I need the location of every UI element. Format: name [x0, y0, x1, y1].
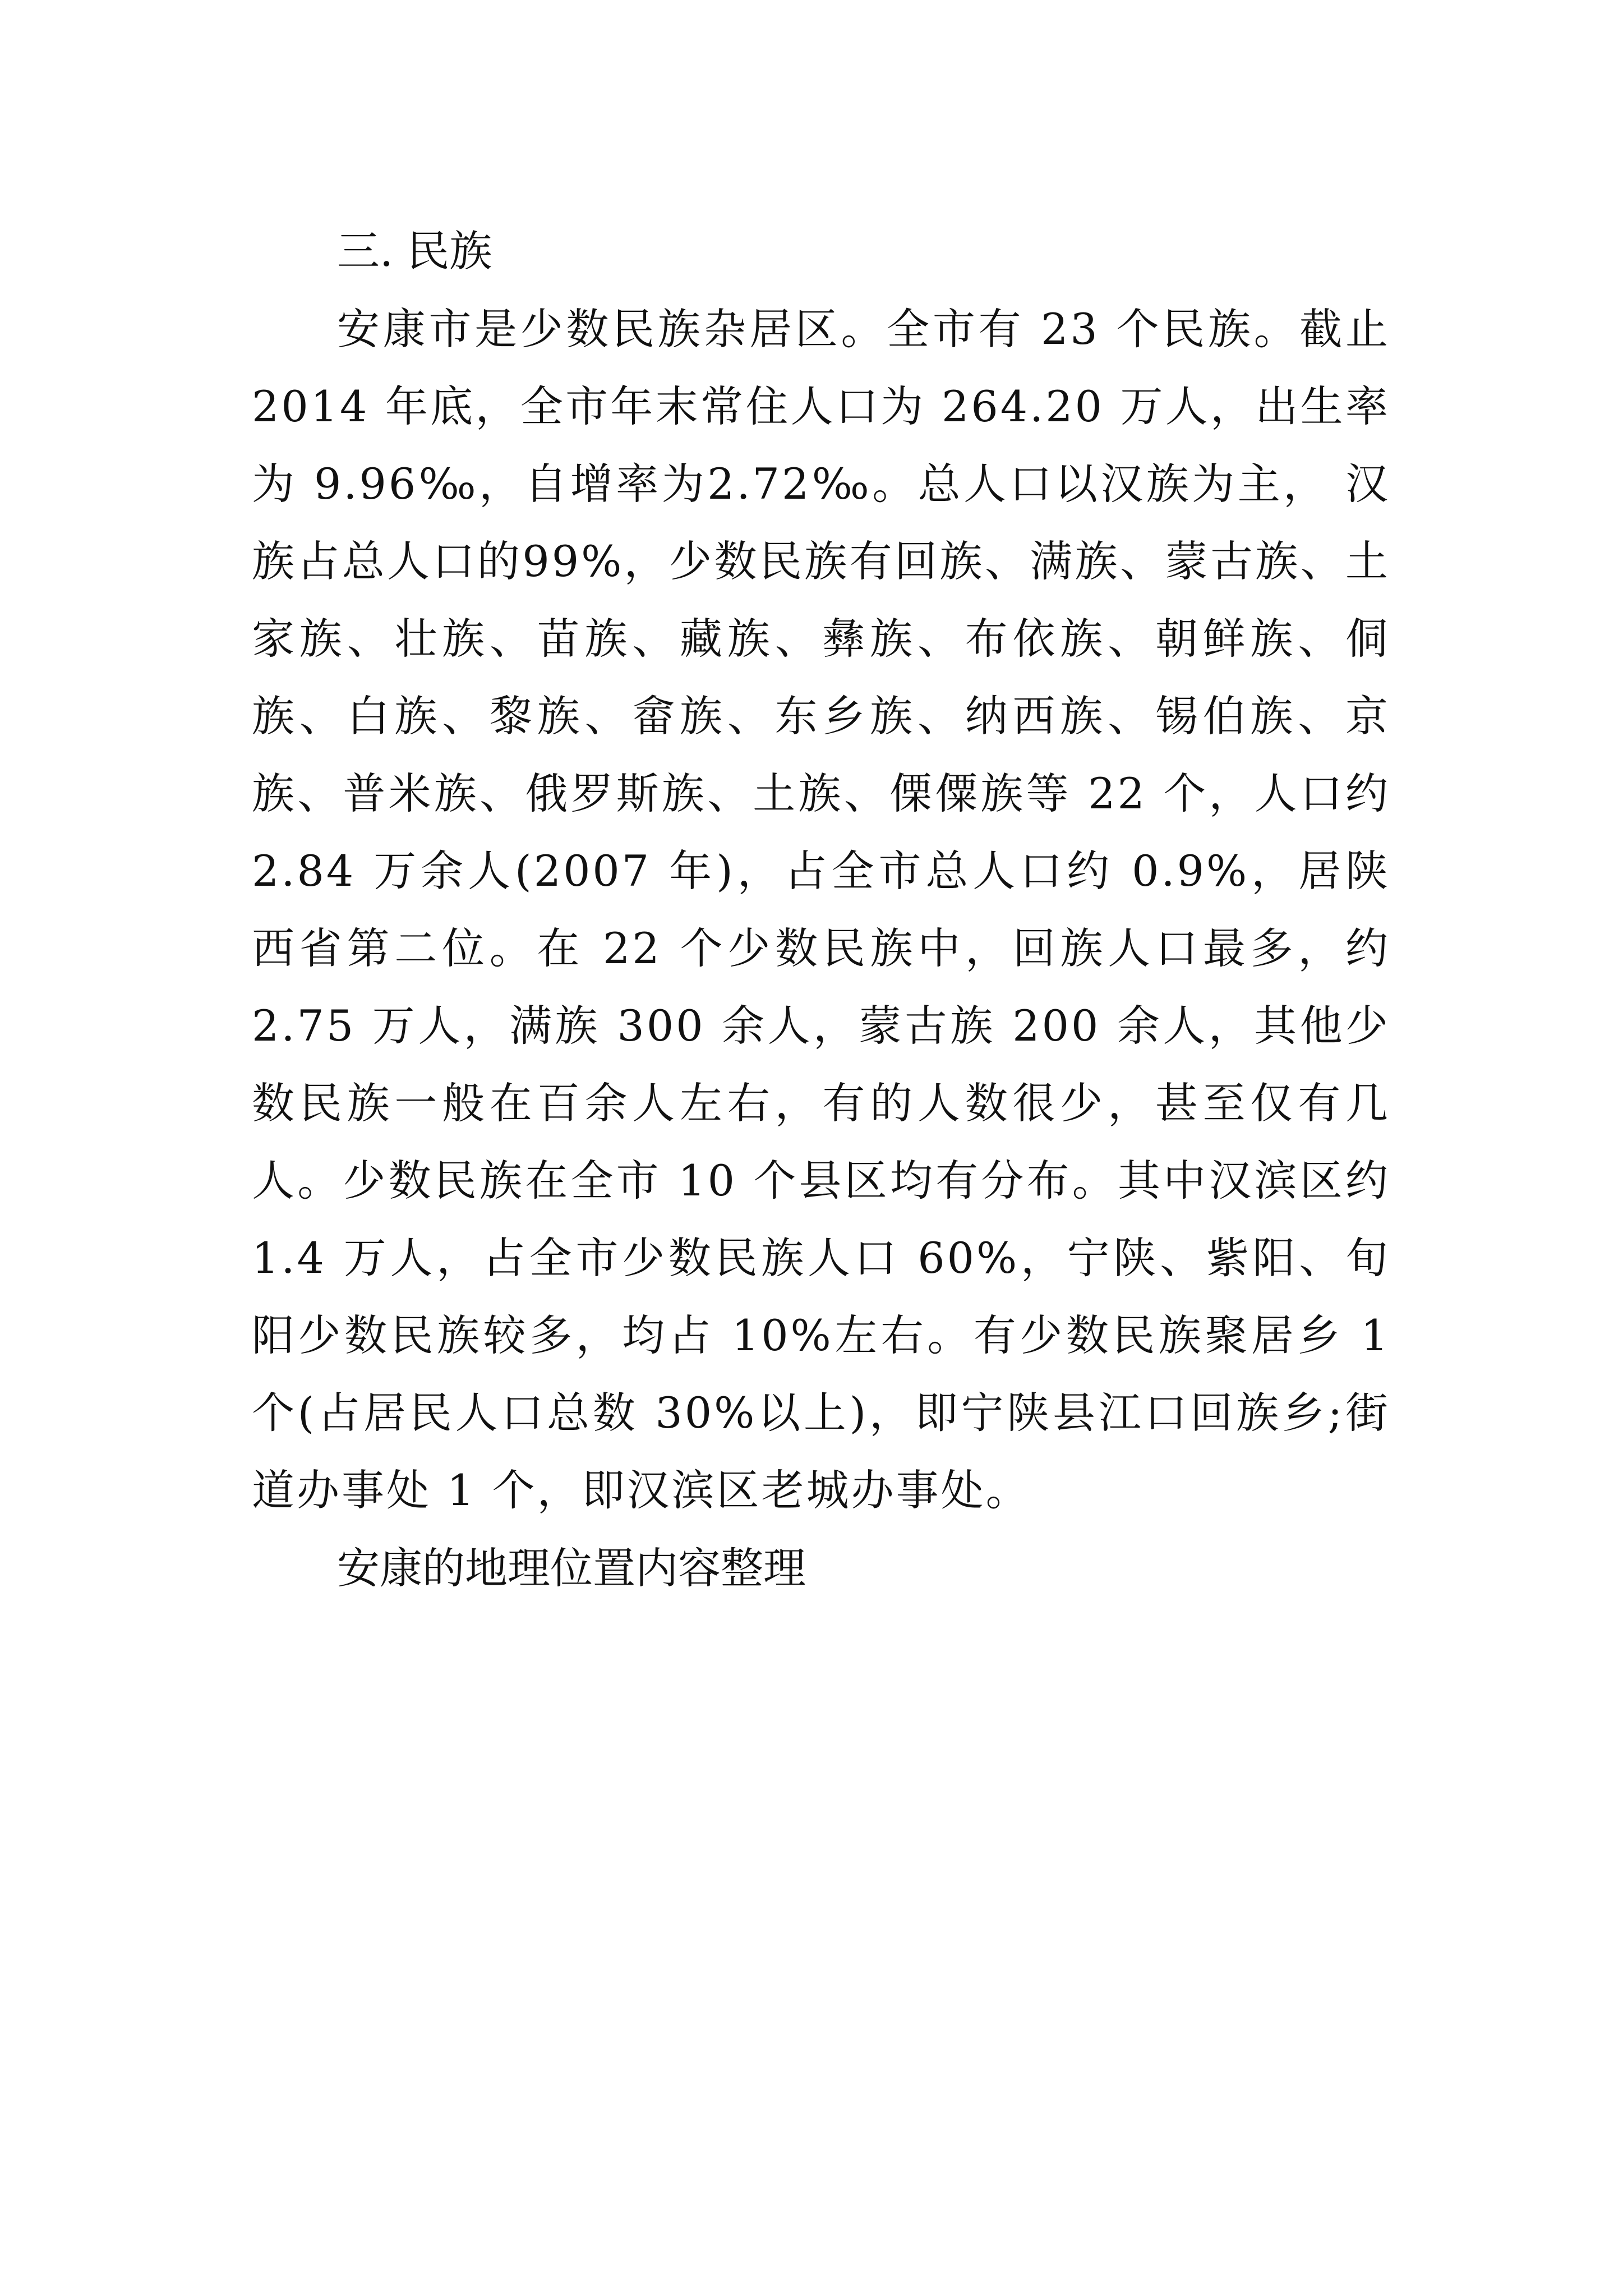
body-paragraph: 安康市是少数民族杂居区。全市有 23 个民族。截止 2014 年底，全市年末常住人口为 264.20 万人，出生率为 9.96‰，自增率为2.72‰。总人口以汉族为主， 汉族占总人口的99%，少数民族有回族、满族、蒙古族、土家族、壮族、苗族、藏族、彝族、布依族、朝鲜族、侗族、白族、黎族、畲族、东乡族、纳西族、锡伯族、京族、普米族、俄罗斯族、土族、傈僳族等 22 个，人口约 2.84 万余人(2007 年)，占全市总人口约 0.9%，居陕西省第二位。在 22 个少数民族中，回族人口最多，约 2.75 万人，满族 300 余人，蒙古族 200 余人，其他少数民族一般在百余人左右，有的人数很少，甚至仅有几人。少数民族在全市 10 个县区均有分布。其中汉滨区约 1.4 万人，占全市少数民族人口 60%，宁陕、紫阳、旬阳少数民族较多，均占 10%左右。有少数民族聚居乡 1 个(占居民人口总数 30%以上)，即宁陕县江口回族乡;街道办事处 1 个，即汉滨区老城办事处。	[252, 304, 1390, 1515]
section-heading: 三. 民族	[337, 226, 492, 276]
closing-line: 安康的地理位置内容整理	[337, 1543, 806, 1593]
document-body	[252, 212, 1390, 1608]
